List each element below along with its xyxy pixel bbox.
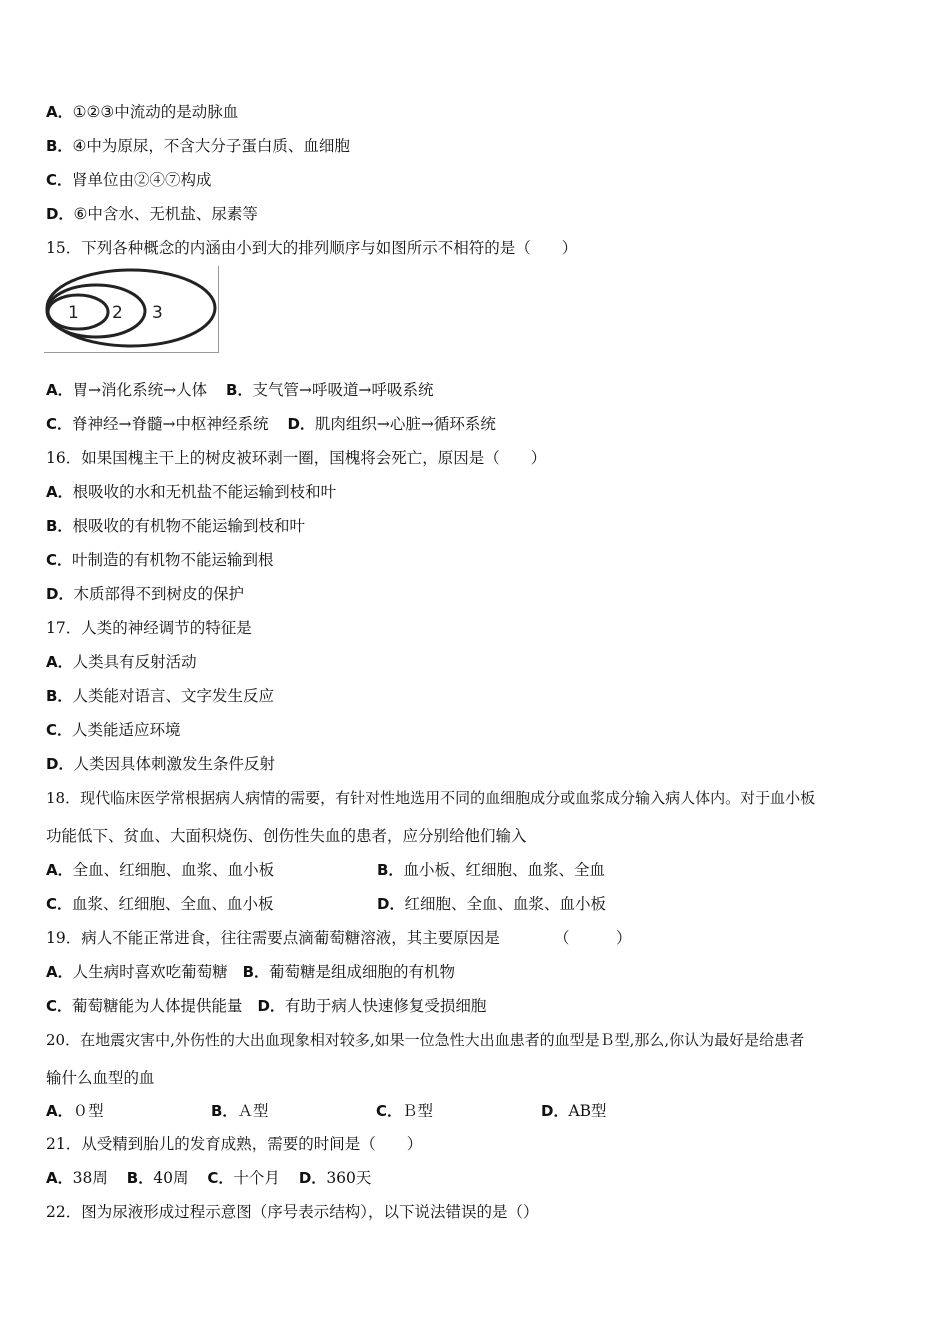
option-text: 葡萄糖能为人体提供能量 (72, 997, 243, 1015)
option-label: C． (46, 171, 73, 189)
q20-options-row (46, 1101, 607, 1121)
q14-option-d (46, 204, 258, 224)
q15-stem: 15．下列各种概念的内涵由小到大的排列顺序与如图所示不相符的是（ ） (46, 239, 578, 257)
option-text: 肾单位由②④⑦构成 (72, 171, 212, 189)
option-text: 根吸收的水和无机盐不能运输到枝和叶 (72, 483, 337, 501)
q19-stem: 19．病人不能正常进食，往往需要点滴葡萄糖溶液，其主要原因是 （ ） (46, 929, 632, 947)
option-text: 40周 (153, 1169, 189, 1187)
option-label: D． (298, 1169, 327, 1187)
option-label: B． (46, 517, 73, 535)
figure-label-2: 2 (112, 303, 123, 323)
option-text: 38周 (72, 1169, 108, 1187)
figure-label-1: 1 (68, 303, 79, 323)
option-text: 人类能适应环境 (72, 721, 181, 739)
q17-option-b (46, 686, 274, 706)
option-text: ０型 (72, 1102, 104, 1120)
option-text: 红细胞、全血、血浆、血小板 (404, 895, 606, 913)
option-label: C． (46, 415, 73, 433)
option-text: 人类能对语言、文字发生反应 (72, 687, 274, 705)
option-text: 360天 (326, 1169, 372, 1187)
q17-option-a (46, 652, 197, 672)
option-text: 胃→消化系统→人体 (72, 381, 208, 399)
q16-option-c (46, 550, 274, 570)
option-text: ⑥中含水、无机盐、尿素等 (73, 205, 258, 223)
q18-stem-line-1: 18．现代临床医学常根据病人病情的需要，有针对性地选用不同的血细胞成分或血浆成分输入病人体内。对于血小板 (46, 789, 816, 807)
option-text: 十个月 (233, 1169, 280, 1187)
q16-option-a (46, 482, 336, 502)
option-label: C． (46, 721, 73, 739)
nested-ellipses-figure (44, 266, 219, 353)
option-label: B． (211, 1102, 238, 1120)
option-text: AB型 (568, 1102, 607, 1120)
q20-stem-line-2: 输什么血型的血 (46, 1069, 155, 1087)
option-text: 人类因具体刺激发生条件反射 (73, 755, 275, 773)
option-text: 肌肉组织→心脏→循环系统 (314, 415, 496, 433)
q18-options-row-1 (46, 860, 605, 880)
option-label: C． (207, 1169, 234, 1187)
q15-options-row-2 (46, 414, 496, 434)
option-label: B． (126, 1169, 154, 1187)
option-text: 葡萄糖是组成细胞的有机物 (269, 963, 456, 981)
q19-options-row-1 (46, 962, 455, 982)
option-label: A． (46, 103, 73, 121)
option-text: 脊神经→脊髓→中枢神经系统 (72, 415, 269, 433)
option-text: 人生病时喜欢吃葡萄糖 (72, 963, 228, 981)
option-label: C． (46, 895, 73, 913)
option-label: D． (541, 1102, 569, 1120)
option-text: 人类具有反射活动 (72, 653, 197, 671)
option-label: B． (377, 861, 404, 879)
q20-stem-line-1: 20．在地震灾害中,外伤性的大出血现象相对较多,如果一位急性大出血患者的血型是Ｂ型,那么,你认为最好是给患者 (46, 1031, 805, 1049)
q17-option-d (46, 754, 275, 774)
option-label: A． (46, 483, 73, 501)
q22-stem: 22．图为尿液形成过程示意图（序号表示结构），以下说法错误的是（） (46, 1203, 539, 1221)
q16-option-d (46, 584, 244, 604)
option-label: C． (46, 551, 73, 569)
option-label: A． (46, 861, 73, 879)
option-label: D． (46, 205, 74, 223)
option-label: B． (226, 381, 253, 399)
option-label: A． (46, 381, 73, 399)
option-text: 血小板、红细胞、血浆、全血 (403, 861, 605, 879)
option-text: 叶制造的有机物不能运输到根 (72, 551, 274, 569)
ellipse-middle (47, 285, 145, 337)
option-text: ④中为原尿，不含大分子蛋白质、血细胞 (72, 137, 350, 155)
option-label: B． (242, 963, 269, 981)
option-label: D． (46, 585, 74, 603)
option-label: B． (46, 687, 73, 705)
nested-ellipses-diagram (44, 266, 218, 352)
q17-option-c (46, 720, 181, 740)
option-label: A． (46, 653, 73, 671)
q14-option-c (46, 170, 212, 190)
q19-options-row-2 (46, 996, 486, 1016)
option-label: A． (46, 963, 73, 981)
q21-stem: 21．从受精到胎儿的发育成熟，需要的时间是（ ） (46, 1135, 423, 1153)
option-text: 根吸收的有机物不能运输到枝和叶 (72, 517, 305, 535)
figure-label-3: 3 (152, 303, 163, 323)
option-label: C． (376, 1102, 403, 1120)
option-label: D． (287, 415, 315, 433)
option-label: B． (46, 137, 73, 155)
option-label: C． (46, 997, 73, 1015)
option-text: Ａ型 (237, 1102, 269, 1120)
option-label: D． (257, 997, 285, 1015)
option-label: D． (377, 895, 405, 913)
option-text: 支气管→呼吸道→呼吸系统 (252, 381, 434, 399)
option-text: 有助于病人快速修复受损细胞 (284, 997, 487, 1015)
option-text: ①②③中流动的是动脉血 (72, 103, 239, 121)
option-label: A． (46, 1169, 73, 1187)
option-label: A． (46, 1102, 73, 1120)
q17-stem: 17．人类的神经调节的特征是 (46, 619, 252, 637)
q18-options-row-2 (46, 894, 606, 914)
q14-option-a (46, 102, 238, 122)
option-label: D． (46, 755, 74, 773)
q21-options-row (46, 1168, 371, 1188)
q16-option-b (46, 516, 305, 536)
option-text: 血浆、红细胞、全血、血小板 (72, 895, 274, 913)
option-text: Ｂ型 (402, 1102, 434, 1120)
q18-stem-line-2: 功能低下、贫血、大面积烧伤、创伤性失血的患者，应分别给他们输入 (46, 827, 527, 845)
option-text: 木质部得不到树皮的保护 (73, 585, 244, 603)
q15-options-row-1 (46, 380, 433, 400)
q16-stem: 16．如果国槐主干上的树皮被环剥一圈，国槐将会死亡，原因是（ ） (46, 449, 547, 467)
q14-option-b (46, 136, 350, 156)
option-text: 全血、红细胞、血浆、血小板 (72, 861, 275, 879)
